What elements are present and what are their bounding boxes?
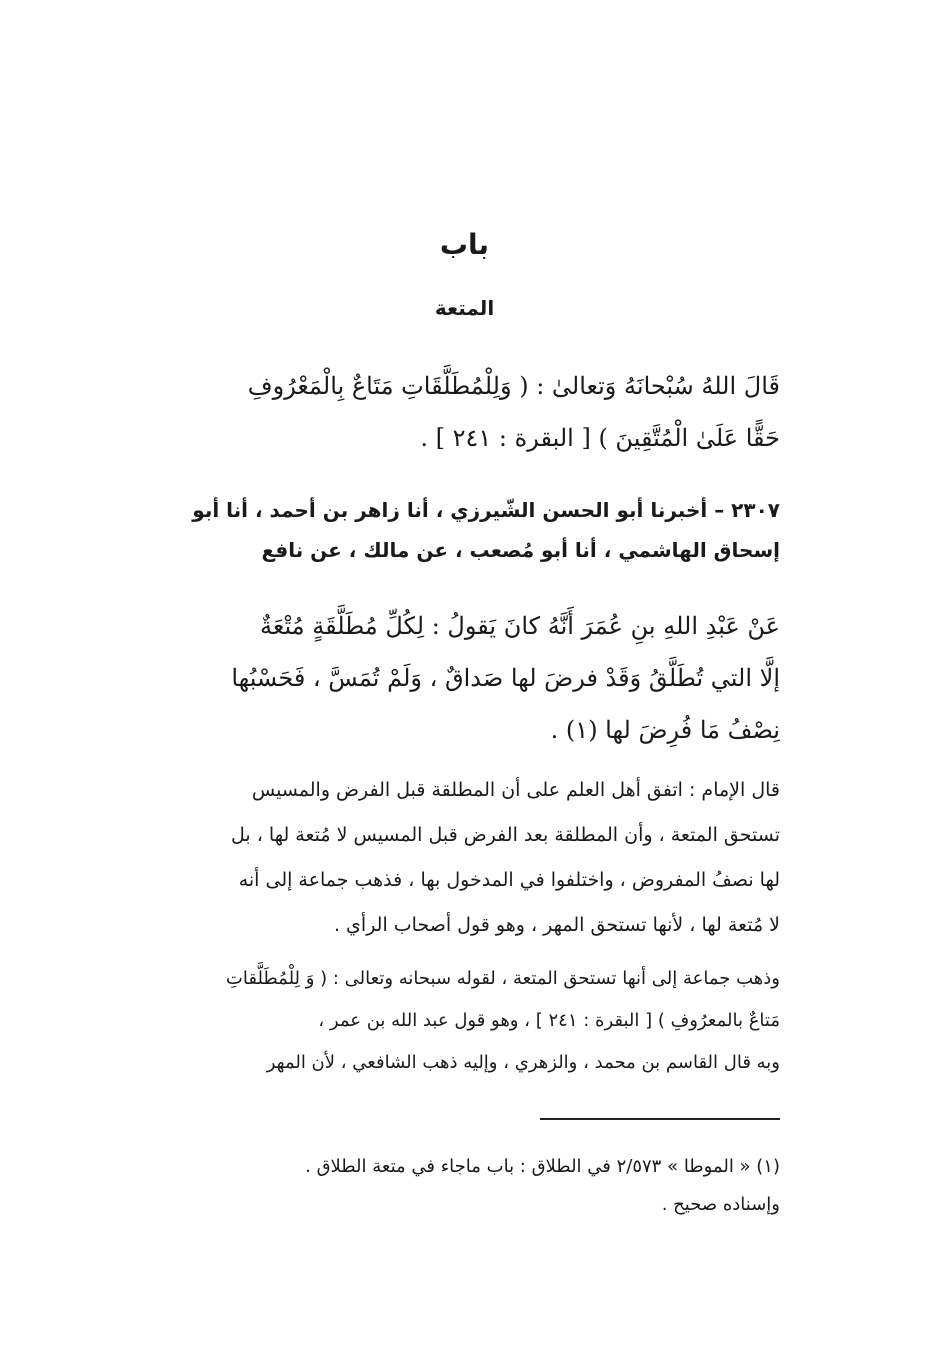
footnote-line: (١) « الموطا » ٢/٥٧٣ في الطلاق : باب ماجاء في متعة الطلاق . <box>305 1156 780 1177</box>
hadith-isnad <box>120 490 780 570</box>
commentary-line: مَتاعٌ بالمعرُوفِ ) [ البقرة : ٢٤١ ] ، وهو قول عبد الله بن عمر ، <box>318 1010 780 1031</box>
commentary-line: لا مُتعة لها ، لأنها تستحق المهر ، وهو قول أصحاب الرأي . <box>333 914 780 936</box>
chapter-subtitle: المتعة <box>434 296 495 320</box>
footnote-line: وإسناده صحيح . <box>661 1194 780 1215</box>
commentary-line: قال الإمام : اتفق أهل العلم على أن المطلقة قبل الفرض والمسيس <box>251 779 780 801</box>
footnote-divider <box>540 1118 780 1120</box>
quran-verse-line: حَقًّا عَلَىٰ الْمُتَّقِينَ ) [ البقرة : ٢٤١ ] . <box>420 424 780 452</box>
hadith-isnad-line: إسحاق الهاشمي ، أنا أبو مُصعب ، عن مالك ، عن نافع <box>261 538 780 562</box>
imam-commentary <box>120 768 780 948</box>
quran-verse <box>120 360 780 464</box>
commentary-line: وذهب جماعة إلى أنها تستحق المتعة ، لقوله سبحانه وتعالى : ( وَ لِلْمُطَلَّقاتِ <box>225 968 780 989</box>
footnote <box>120 1148 780 1224</box>
commentary-line: تستحق المتعة ، وأن المطلقة بعد الفرض قبل المسيس لا مُتعة لها ، بل <box>231 824 780 846</box>
hadith-text <box>120 600 780 756</box>
hadith-text-line: عَنْ عَبْدِ اللهِ بنِ عُمَرَ أَنَّهُ كانَ يَقولُ : لِكُلِّ مُطَلَّقَةٍ مُتْعَةٌ <box>260 612 780 640</box>
commentary-line: وبه قال القاسم بن محمد ، والزهري ، وإليه ذهب الشافعي ، لأن المهر <box>266 1052 780 1073</box>
second-commentary <box>120 958 780 1084</box>
hadith-isnad-line: ٢٣٠٧ – أخبرنا أبو الحسن الشّيرزي ، أنا زاهر بن أحمد ، أنا أبو <box>192 498 780 522</box>
hadith-text-line: نِصْفُ مَا فُرِضَ لها (١) . <box>550 716 780 744</box>
quran-verse-line: قَالَ اللهُ سُبْحانَهُ وَتعالىٰ : ( وَلِلْمُطَلَّقَاتِ مَتَاعٌ بِالْمَعْرُوفِ <box>247 372 780 400</box>
chapter-title: باب <box>439 228 490 261</box>
commentary-line: لها نصفُ المفروض ، واختلفوا في المدخول بها ، فذهب جماعة إلى أنه <box>238 869 780 891</box>
hadith-text-line: إلَّا التي تُطَلَّقُ وَقَدْ فرضَ لها صَداقٌ ، وَلَمْ تُمَسَّ ، فَحَسْبُها <box>231 664 780 692</box>
